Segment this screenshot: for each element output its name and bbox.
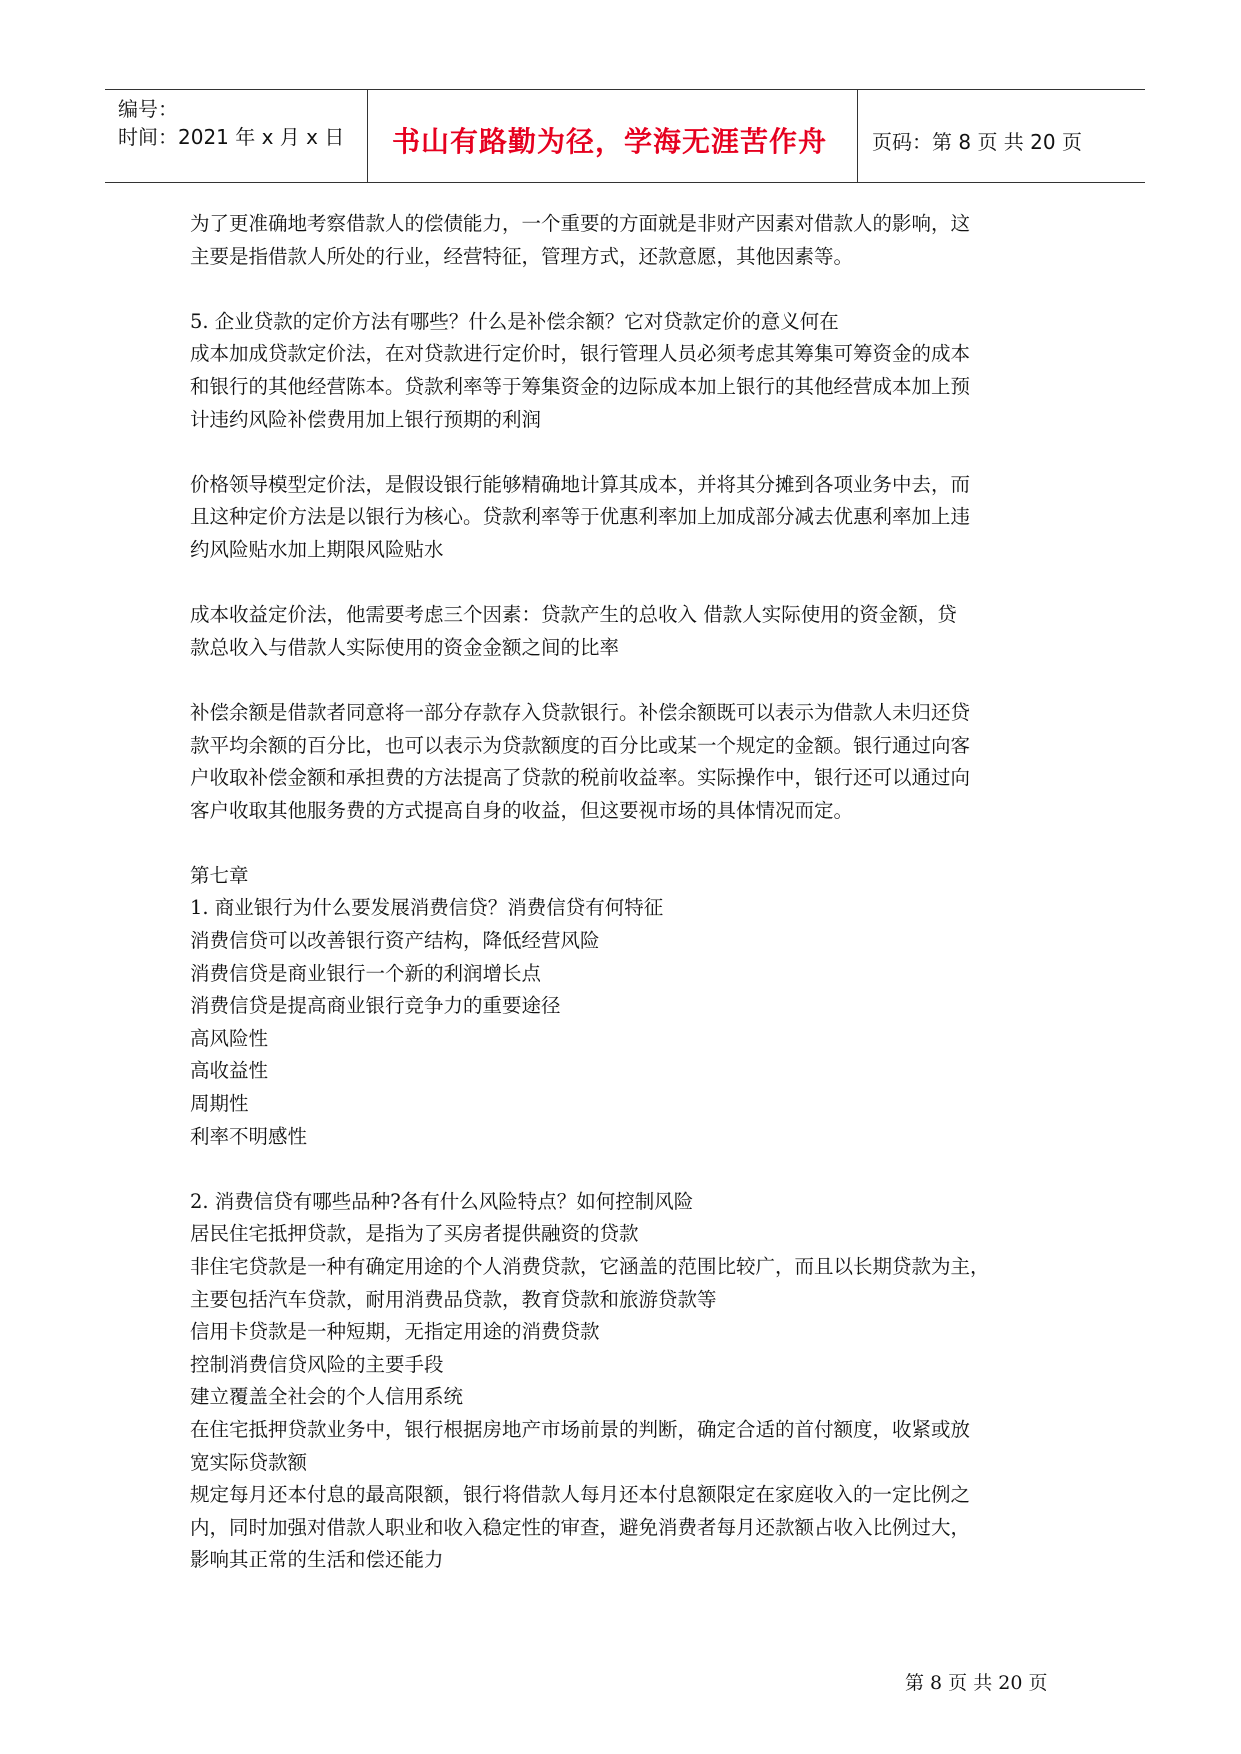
text-line: 和银行的其他经营陈本。贷款利率等于筹集资金的边际成本加上银行的其他经营成本加上预 xyxy=(190,374,971,398)
document-body xyxy=(190,208,1070,1577)
list-item: 高风险性 xyxy=(190,1026,269,1050)
header-divider-right xyxy=(857,89,858,182)
text-line: 补偿余额是借款者同意将一部分存款存入贷款银行。补偿余额既可以表示为借款人未归还贷 xyxy=(190,700,971,724)
footer-page-number: 第 8 页 共 20 页 xyxy=(905,1672,1048,1694)
list-item: 消费信贷是提高商业银行竞争力的重要途径 xyxy=(190,994,561,1018)
list-item: 宽实际贷款额 xyxy=(190,1450,308,1474)
text-line: 主要是指借款人所处的行业，经营特征，管理方式，还款意愿，其他因素等。 xyxy=(190,244,854,268)
text-line: 为了更准确地考察借款人的偿债能力，一个重要的方面就是非财产因素对借款人的影响，这 xyxy=(190,212,971,235)
text-line: 约风险贴水加上期限风险贴水 xyxy=(190,537,444,561)
question-1: 1. 商业银行为什么要发展消费信贷？消费信贷有何特征 xyxy=(190,896,664,920)
list-item: 内，同时加强对借款人职业和收入稳定性的审查，避免消费者每月还款额占收入比例过大， xyxy=(190,1515,971,1539)
text-line: 成本收益定价法，他需要考虑三个因素：贷款产生的总收入 借款人实际使用的资金额，贷 xyxy=(190,603,957,627)
text-line: 客户收取其他服务费的方式提高自身的收益，但这要视市场的具体情况而定。 xyxy=(190,798,854,822)
header-serial-label: 编号： xyxy=(118,97,178,121)
list-item: 控制消费信贷风险的主要手段 xyxy=(190,1352,444,1376)
text-line: 且这种定价方法是以银行为核心。贷款利率等于优惠利率加上加成部分减去优惠利率加上违 xyxy=(190,505,971,529)
text-line: 款平均余额的百分比，也可以表示为贷款额度的百分比或某一个规定的金额。银行通过向客 xyxy=(190,733,971,757)
list-item: 主要包括汽车贷款，耐用消费品贷款，教育贷款和旅游贷款等 xyxy=(190,1287,717,1311)
list-item: 消费信贷可以改善银行资产结构，降低经营风险 xyxy=(190,929,600,953)
header-page-code: 页码：第 8 页 共 20 页 xyxy=(872,130,1082,154)
header-bottom-rule xyxy=(105,182,1145,183)
list-item: 居民住宅抵押贷款，是指为了买房者提供融资的贷款 xyxy=(190,1222,639,1246)
list-item: 影响其正常的生活和偿还能力 xyxy=(190,1548,444,1572)
list-item: 非住宅贷款是一种有确定用途的个人消费贷款，它涵盖的范围比较广，而且以长期贷款为主， xyxy=(190,1255,990,1278)
header-top-rule xyxy=(105,89,1145,90)
text-line: 款总收入与借款人实际使用的资金金额之间的比率 xyxy=(190,635,620,659)
question-5: 5. 企业贷款的定价方法有哪些？什么是补偿余额？它对贷款定价的意义何在 xyxy=(190,309,839,333)
text-line: 计违约风险补偿费用加上银行预期的利润 xyxy=(190,407,542,431)
list-item: 建立覆盖全社会的个人信用系统 xyxy=(190,1385,464,1409)
list-item: 信用卡贷款是一种短期，无指定用途的消费贷款 xyxy=(190,1320,600,1344)
question-2: 2. 消费信贷有哪些品种?各有什么风险特点？如何控制风险 xyxy=(190,1189,694,1213)
list-item: 周期性 xyxy=(190,1092,249,1116)
text-line: 成本加成贷款定价法，在对贷款进行定价时，银行管理人员必须考虑其筹集可筹资金的成本 xyxy=(190,342,971,366)
list-item: 利率不明感性 xyxy=(190,1124,308,1148)
list-item: 在住宅抵押贷款业务中，银行根据房地产市场前景的判断，确定合适的首付额度，收紧或放 xyxy=(190,1417,971,1441)
text-line: 户收取补偿金额和承担费的方法提高了贷款的税前收益率。实际操作中，银行还可以通过向 xyxy=(190,766,971,790)
header-date: 时间：2021 年 x 月 x 日 xyxy=(118,125,345,149)
list-item: 消费信贷是商业银行一个新的利润增长点 xyxy=(190,961,542,985)
list-item: 规定每月还本付息的最高限额，银行将借款人每月还本付息额限定在家庭收入的一定比例之 xyxy=(190,1483,971,1507)
list-item: 高收益性 xyxy=(190,1059,269,1083)
header-divider-left xyxy=(367,89,368,182)
chapter-heading: 第七章 xyxy=(190,863,249,887)
header-motto: 书山有路勤为径，学海无涯苦作舟 xyxy=(392,125,828,158)
text-line: 价格领导模型定价法，是假设银行能够精确地计算其成本，并将其分摊到各项业务中去，而 xyxy=(190,472,971,496)
